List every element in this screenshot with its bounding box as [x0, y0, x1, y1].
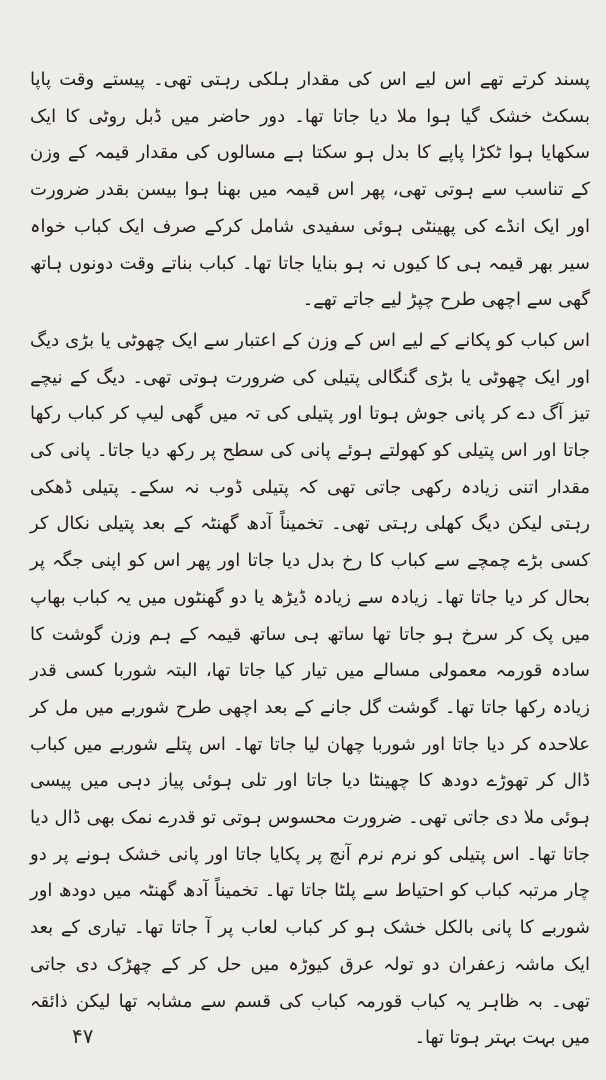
page-number: ۴۷: [72, 1024, 94, 1048]
paragraph-1: پسند کرتے تھے اس لیے اس کی مقدار ہلکی رہتی تھی۔ پیستے وقت پاپا بسکٹ خشک گیا ہوا ملا دیا جاتا تھا۔ دور حاضر میں ڈبل روٹی کا ایک سکھایا ہوا ٹکڑا پاپے کا بدل ہو سکتا ہے مسالوں کی مقدار قیمہ کے وزن کے تناسب سے ہوتی تھی، پھر اس قیمہ میں بھنا ہوا بیسن بقدر ضرورت اور ایک انڈے کی پھینٹی ہوئی سفیدی شامل کرکے صرف ایک کباب خواہ سیر بھر قیمہ ہی کا کیوں نہ ہو بنایا جاتا تھا۔ کباب بناتے وقت دونوں ہاتھ گھی سے اچھی طرح چپڑ لیے جاتے تھے۔: [30, 69, 590, 311]
body-text: [30, 62, 590, 1057]
paragraph-2: اس کباب کو پکانے کے لیے اس کے وزن کے اعتبار سے ایک چھوٹی یا بڑی دیگ اور ایک چھوٹی یا بڑی گنگالی پتیلی کی ضرورت ہوتی تھی۔ دیگ کے نیچے تیز آگ دے کر پانی جوش ہوتا اور پتیلی کی تہ میں گھی لیپ کر کباب رکھا جاتا اور اس پتیلی کو کھولتے ہوئے پانی کی سطح پر رکھ دیا جاتا۔ پانی کی مقدار اتنی زیادہ رکھی جاتی تھی کہ پتیلی ڈوب نہ سکے۔ پتیلی ڈھکی رہتی لیکن دیگ کھلی رہتی تھی۔ تخمیناً آدھ گھنٹہ کے بعد پتیلی نکال کر کسی بڑے چمچے سے کباب کا رخ بدل دیا جاتا اور پھر اس کو اپنی جگہ پر بحال کر دیا جاتا تھا۔ زیادہ سے زیادہ ڈیڑھ یا دو گھنٹوں میں یہ کباب بھاپ میں پک کر سرخ ہو جاتا تھا ساتھ ہی ساتھ قیمہ کے ہم وزن گوشت کا سادہ قورمہ معمولی مسالے میں تیار کیا جاتا تھا، البتہ شوربا کسی قدر زیادہ رکھا جاتا تھا۔ گوشت گل جانے کے بعد اچھی طرح شوربے میں مل کر علاحدہ کر دیا جاتا اور شوربا چھان لیا جاتا تھا۔ اس پتلے شوربے میں کباب ڈال کر تھوڑے دودھ کا چھینٹا دیا جاتا اور تلی ہوئی پیاز دہی میں پیسی ہوئی ملا دی جاتی تھی۔ ضرورت محسوس ہوتی تو قدرے نمک بھی ڈال دیا جاتا تھا۔ اس پتیلی کو نرم نرم آنچ پر پکایا جاتا اور پانی خشک ہونے پر دو چار مرتبہ کباب کو احتیاط سے پلٹا جاتا تھا۔ تخمیناً آدھ گھنٹہ میں دودھ اور شوربے کا پانی بالکل خشک ہو کر کباب لعاب پر آ جاتا تھا۔ تیاری کے بعد ایک ماشہ زعفران دو تولہ عرق کیوڑہ میں حل کر کے چھڑک دی جاتی تھی۔ بہ ظاہر یہ کباب قورمہ کباب کی قسم سے مشابہ تھا لیکن ذائقہ میں بہت بہتر ہوتا تھا۔: [30, 329, 590, 1049]
